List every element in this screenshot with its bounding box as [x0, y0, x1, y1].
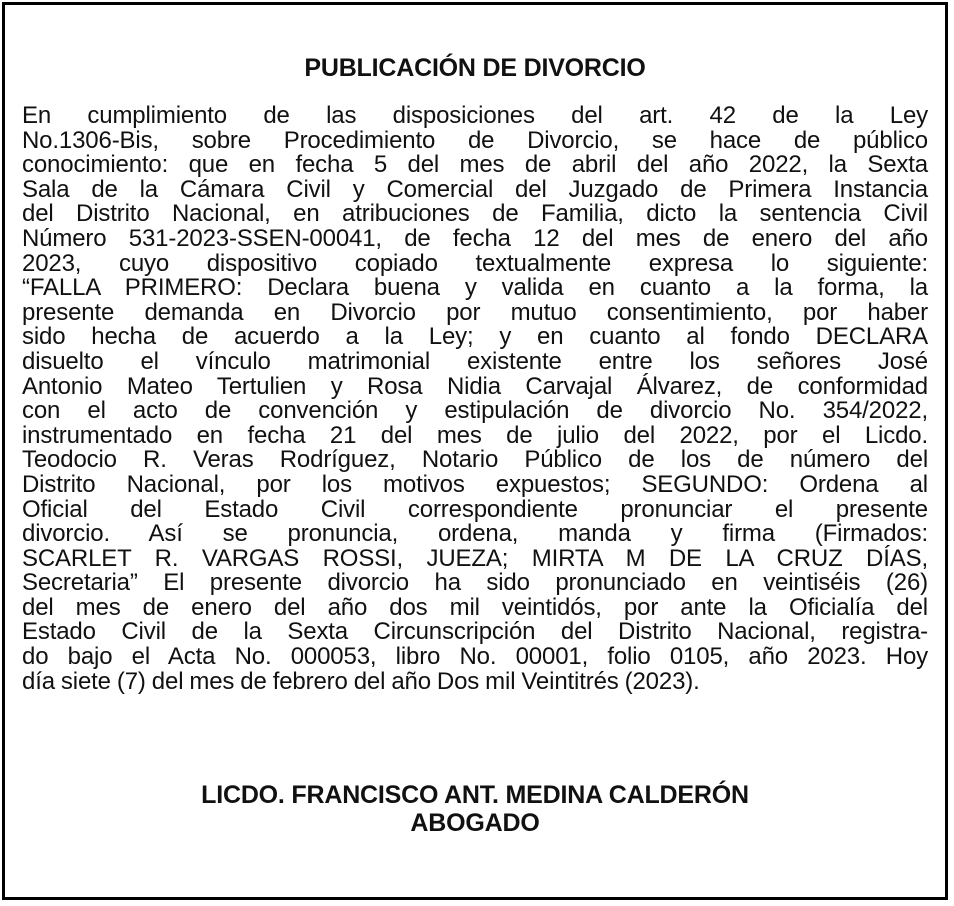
body-line: Distrito Nacional, por los motivos expuestos; SEGUNDO: Ordena al: [22, 470, 928, 498]
body-line: instrumentado en fecha 21 del mes de julio del 2022, por el Licdo.: [22, 421, 928, 449]
body-line: del Distrito Nacional, en atribuciones de Familia, dicto la sentencia Civil: [22, 200, 928, 228]
body-line: Secretaria” El presente divorcio ha sido pronunciado en veintiséis (26): [22, 569, 928, 597]
body-line: divorcio. Así se pronuncia, ordena, manda y firma (Firmados:: [22, 520, 928, 548]
legal-notice-box: [2, 2, 948, 900]
body-line: Sala de la Cámara Civil y Comercial del Juzgado de Primera Instancia: [22, 175, 928, 203]
body-line: conocimiento: que en fecha 5 del mes de abril del año 2022, la Sexta: [22, 151, 928, 179]
signature-role: ABOGADO: [410, 809, 540, 837]
signature-name: LICDO. FRANCISCO ANT. MEDINA CALDERÓN: [201, 781, 749, 809]
body-line: “FALLA PRIMERO: Declara buena y valida en cuanto a la forma, la: [22, 274, 928, 302]
notice-title: PUBLICACIÓN DE DIVORCIO: [304, 54, 646, 82]
body-line: día siete (7) del mes de febrero del año Dos mil Veintitrés (2023).: [22, 667, 700, 695]
body-line: Número 531-2023-SSEN-00041, de fecha 12 del mes de enero del año: [22, 224, 928, 252]
body-line: 2023, cuyo dispositivo copiado textualmente expresa lo siguiente:: [22, 249, 928, 277]
notice-body: [22, 104, 928, 694]
body-line: do bajo el Acta No. 000053, libro No. 00001, folio 0105, año 2023. Hoy: [22, 643, 928, 671]
body-line: Oficial del Estado Civil correspondiente pronunciar el presente: [22, 495, 928, 523]
body-line: Antonio Mateo Tertulien y Rosa Nidia Carvajal Álvarez, de conformidad: [22, 372, 928, 400]
body-line: presente demanda en Divorcio por mutuo consentimiento, por haber: [22, 298, 928, 326]
body-line: Estado Civil de la Sexta Circunscripción del Distrito Nacional, registra-: [22, 618, 928, 646]
body-line: con el acto de convención y estipulación de divorcio No. 354/2022,: [22, 397, 928, 425]
body-line: sido hecha de acuerdo a la Ley; y en cuanto al fondo DECLARA: [22, 323, 928, 351]
body-line: del mes de enero del año dos mil veintidós, por ante la Oficialía del: [22, 593, 928, 621]
body-line: En cumplimiento de las disposiciones del art. 42 de la Ley: [22, 102, 928, 129]
body-line: Teodocio R. Veras Rodríguez, Notario Público de los de número del: [22, 446, 928, 474]
body-line: SCARLET R. VARGAS ROSSI, JUEZA; MIRTA M DE LA CRUZ DÍAS,: [22, 544, 928, 572]
signature-block: [5, 781, 945, 837]
body-line: No.1306-Bis, sobre Procedimiento de Divorcio, se hace de público: [22, 126, 928, 154]
body-line: disuelto el vínculo matrimonial existente entre los señores José: [22, 347, 928, 375]
